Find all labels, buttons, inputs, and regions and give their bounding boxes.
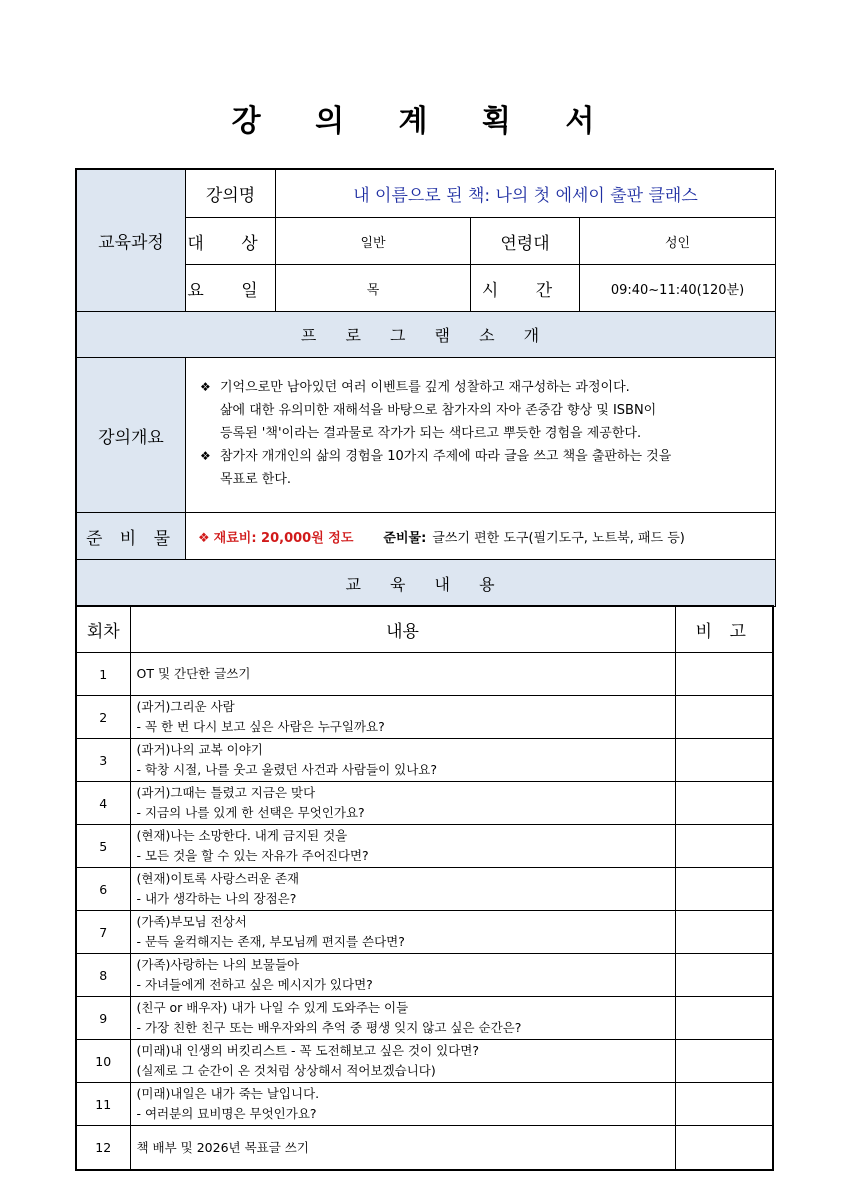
session-note (675, 739, 773, 782)
session-question: (실제로 그 순간이 온 것처럼 상상해서 적어보겠습니다) (136, 1063, 436, 1078)
session-title: (과거)나의 교복 이야기 (136, 742, 263, 757)
session-number: 12 (76, 1126, 130, 1171)
session-title: (미래)내일은 내가 죽는 날입니다. (136, 1086, 320, 1101)
table-row (76, 1126, 773, 1171)
session-content (130, 1040, 675, 1083)
session-note (675, 1040, 773, 1083)
session-note (675, 954, 773, 997)
session-title: (과거)그리운 사람 (136, 699, 235, 714)
session-note (675, 1126, 773, 1171)
session-content (130, 696, 675, 739)
session-content (130, 868, 675, 911)
session-content (130, 653, 675, 696)
session-content (130, 825, 675, 868)
session-content (130, 911, 675, 954)
session-question: - 내가 생각하는 나의 장점은? (136, 891, 297, 906)
document-title: 강 의 계 획 서 (231, 104, 617, 139)
session-note (675, 1083, 773, 1126)
table-row (76, 825, 773, 868)
prep-label: 준비물: (383, 530, 427, 546)
material-fee-text: 재료비: 20,000원 정도 (213, 530, 354, 546)
lecture-name: 내 이름으로 된 책: 나의 첫 에세이 출판 클래스 (276, 170, 776, 218)
session-note (675, 911, 773, 954)
session-number: 4 (76, 782, 130, 825)
diamond-bullet-icon: ❖ (200, 449, 211, 463)
diamond-bullet-icon: ❖ (198, 530, 210, 546)
table-row (76, 782, 773, 825)
session-number: 10 (76, 1040, 130, 1083)
overview-content (186, 358, 776, 513)
day-label: 요 일 (186, 265, 276, 312)
session-question: - 여러분의 묘비명은 무엇인가요? (136, 1106, 317, 1121)
prep-text: 글쓰기 편한 도구(필기도구, 노트북, 패드 등) (432, 530, 685, 546)
session-note (675, 997, 773, 1040)
session-question: - 꼭 한 번 다시 보고 싶은 사람은 누구일까요? (136, 719, 385, 734)
table-header-row (76, 606, 773, 653)
session-title: (과거)그때는 틀렸고 지금은 맞다 (136, 785, 316, 800)
header-session: 회차 (76, 606, 130, 653)
session-title: (가족)사랑하는 나의 보물들아 (136, 957, 300, 972)
session-title: (가족)부모님 전상서 (136, 914, 247, 929)
lecture-name-label: 강의명 (186, 170, 276, 218)
table-row (76, 739, 773, 782)
table-row (76, 997, 773, 1040)
overview-item (200, 445, 671, 491)
session-title: (친구 or 배우자) 내가 나일 수 있게 도와주는 이들 (136, 1000, 409, 1015)
session-content (130, 997, 675, 1040)
age-value: 성인 (580, 218, 776, 265)
supplies-content (186, 513, 776, 560)
session-note (675, 782, 773, 825)
session-question: - 지금의 나를 있게 한 선택은 무엇인가요? (136, 805, 365, 820)
session-content (130, 954, 675, 997)
session-title: (미래)내 인생의 버킷리스트 - 꼭 도전해보고 싶은 것이 있다면? (136, 1043, 479, 1058)
session-note (675, 696, 773, 739)
session-number: 7 (76, 911, 130, 954)
header-content: 내용 (130, 606, 675, 653)
table-row (76, 653, 773, 696)
session-question: - 가장 친한 친구 또는 배우자와의 추억 중 평생 잊지 않고 싶은 순간은? (136, 1020, 522, 1035)
session-question: - 학창 시절, 나를 웃고 울렸던 사건과 사람들이 있나요? (136, 762, 437, 777)
session-question: - 자녀들에게 전하고 싶은 메시지가 있다면? (136, 977, 373, 992)
overview-item (200, 376, 671, 445)
session-number: 6 (76, 868, 130, 911)
overview-line: 삶에 대한 유의미한 재해석을 바탕으로 참가자의 자아 존중감 향상 및 ISBN이 (220, 403, 657, 418)
session-content (130, 1083, 675, 1126)
table-row (76, 911, 773, 954)
age-label: 연령대 (471, 218, 580, 265)
session-number: 3 (76, 739, 130, 782)
course-info-grid (75, 168, 774, 605)
session-note (675, 868, 773, 911)
material-fee (198, 527, 353, 546)
session-content (130, 1126, 675, 1171)
header-note: 비 고 (675, 606, 773, 653)
session-number: 5 (76, 825, 130, 868)
time-value: 09:40~11:40(120분) (580, 265, 776, 312)
time-label: 시 간 (471, 265, 580, 312)
course-label: 교육과정 (77, 170, 186, 312)
target-label: 대 상 (186, 218, 276, 265)
session-number: 11 (76, 1083, 130, 1126)
session-number: 9 (76, 997, 130, 1040)
session-question: - 모든 것을 할 수 있는 자유가 주어진다면? (136, 848, 369, 863)
overview-line: 참가자 개개인의 삶의 경험을 10가지 주제에 따라 글을 쓰고 책을 출판하는 것을 (220, 449, 672, 464)
session-title: (현재)이토록 사랑스러운 존재 (136, 871, 300, 886)
edu-content-header: 교 육 내 용 (77, 560, 776, 607)
table-row (76, 1040, 773, 1083)
table-row (76, 868, 773, 911)
session-question: - 문득 울컥해지는 존재, 부모님께 편지를 쓴다면? (136, 934, 405, 949)
overview-line: 등록된 '책'이라는 결과물로 작가가 되는 색다르고 뿌듯한 경험을 제공한다. (220, 426, 642, 441)
session-number: 2 (76, 696, 130, 739)
session-title: 책 배부 및 2026년 목표글 쓰기 (136, 1139, 309, 1155)
session-title: (현재)나는 소망한다. 내게 금지된 것을 (136, 828, 348, 843)
session-number: 8 (76, 954, 130, 997)
diamond-bullet-icon: ❖ (200, 380, 211, 394)
target-value: 일반 (276, 218, 471, 265)
overview-line: 목표로 한다. (220, 472, 292, 487)
session-number: 1 (76, 653, 130, 696)
table-row (76, 696, 773, 739)
session-table (75, 605, 774, 1171)
session-note (675, 653, 773, 696)
session-note (675, 825, 773, 868)
program-intro-header: 프 로 그 램 소 개 (77, 312, 776, 358)
session-title: OT 및 간단한 글쓰기 (136, 666, 251, 681)
supplies-label: 준 비 물 (77, 513, 186, 560)
overview-label: 강의개요 (77, 358, 186, 513)
table-row (76, 1083, 773, 1126)
table-row (76, 954, 773, 997)
session-content (130, 739, 675, 782)
session-content (130, 782, 675, 825)
day-value: 목 (276, 265, 471, 312)
overview-line: 기억으로만 남아있던 여러 이벤트를 깊게 성찰하고 재구성하는 과정이다. (220, 380, 630, 395)
